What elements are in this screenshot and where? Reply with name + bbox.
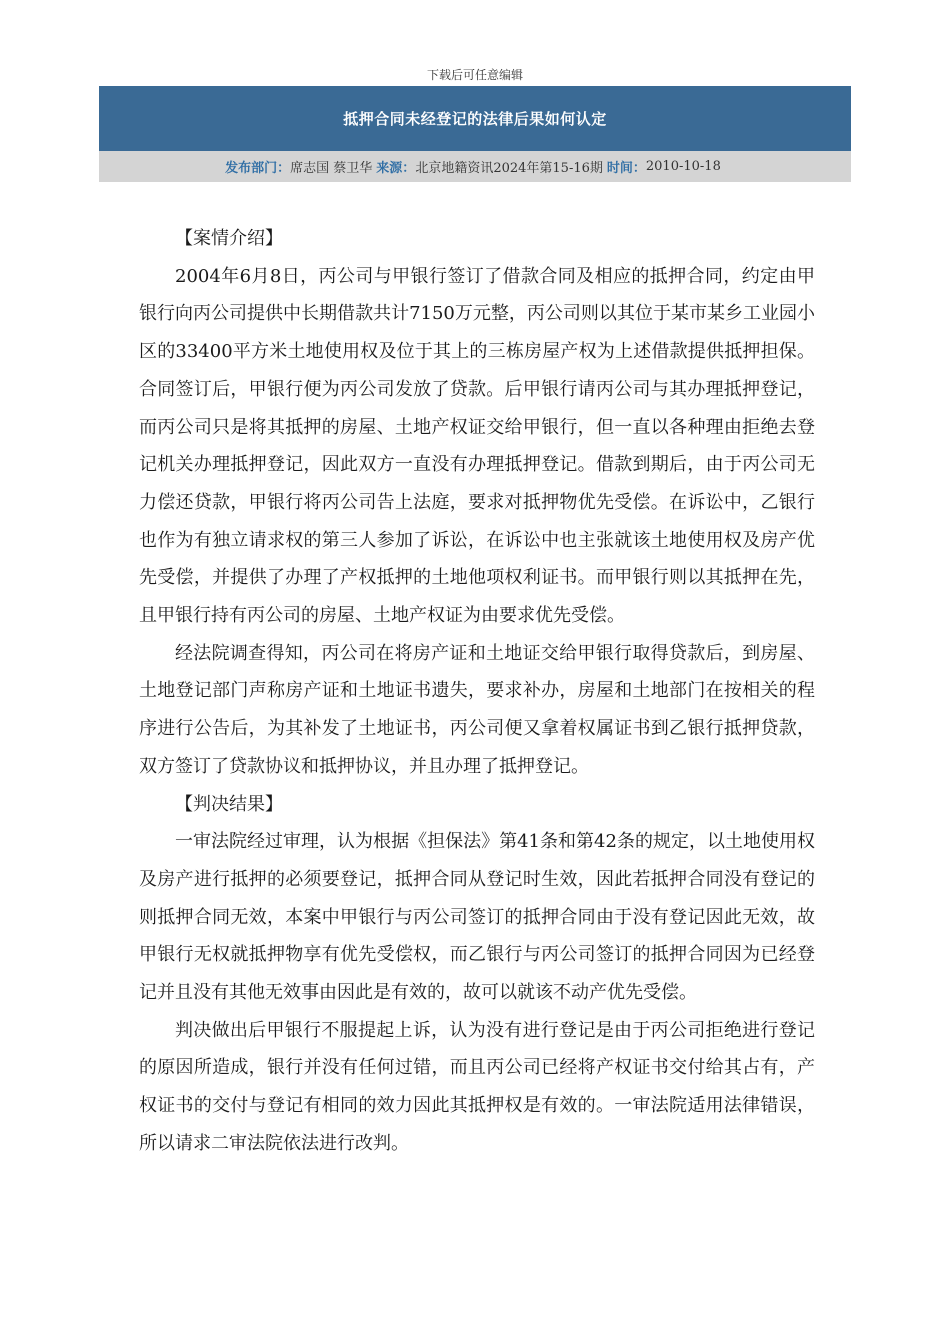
source-value: 北京地籍资讯2024年第15-16期: [415, 161, 603, 176]
dept-value: 席志国 蔡卫华: [290, 161, 373, 176]
title-banner: [99, 86, 851, 151]
time-label: 时间：: [606, 161, 646, 176]
paragraph-court-findings: 经法院调查得知，丙公司在将房产证和土地证交给甲银行取得贷款后，到房屋、土地登记部门声称房产证和土地证书遗失，要求补办，房屋和土地部门在按相关的程序进行公告后，为其补发了土地证书，丙公司便又拿着权属证书到乙银行抵押贷款，双方签订了贷款协议和抵押协议，并且办理了抵押登记。: [139, 642, 815, 777]
article-body: [139, 220, 815, 1163]
section-heading-case: 【案情介绍】: [175, 228, 283, 249]
source-label: 来源：: [376, 161, 416, 176]
dept-label: 发布部门：: [225, 161, 291, 176]
section-heading-judgment: 【判决结果】: [175, 793, 283, 815]
paragraph-case-facts: 2004年6月8日，丙公司与甲银行签订了借款合同及相应的抵押合同，约定由甲银行向丙公司提供中长期借款共计7150万元整，丙公司则以其位于某市某乡工业园小区的33400平方米土地使用权及位于其上的三栋房屋产权为上述借款提供抵押担保。合同签订后，甲银行便为丙公司发放了贷款。后甲银行请丙公司与其办理抵押登记，而丙公司只是将其抵押的房屋、土地产权证交给甲银行，但一直以各种理由拒绝去登记机关办理抵押登记，因此双方一直没有办理抵押登记。借款到期后，由于丙公司无力偿还贷款，甲银行将丙公司告上法庭，要求对抵押物优先受偿。在诉讼中，乙银行也作为有独立请求权的第三人参加了诉讼，在诉讼中也主张就该土地使用权及房产优先受偿，并提供了办理了产权抵押的土地他项权利证书。而甲银行则以其抵押在先，且甲银行持有丙公司的房屋、土地产权证为由要求优先受偿。: [139, 265, 815, 627]
article-title: 抵押合同未经登记的法律后果如何认定: [343, 110, 607, 128]
paragraph-appeal: 判决做出后甲银行不服提起上诉，认为没有进行登记是由于丙公司拒绝进行登记的原因所造成，银行并没有任何过错，而且丙公司已经将产权证书交付给其占有，产权证书的交付与登记有相同的效力因此其抵押权是有效的。一审法院适用法律错误，所以请求二审法院依法进行改判。: [139, 1019, 815, 1154]
download-note: 下载后可任意编辑: [426, 68, 523, 82]
paragraph-first-instance: 一审法院经过审理，认为根据《担保法》第41条和第42条的规定，以土地使用权及房产进行抵押的必须要登记，抵押合同从登记时生效，因此若抵押合同没有登记的则抵押合同无效，本案中甲银行与丙公司签订的抵押合同由于没有登记因此无效，故甲银行无权就抵押物享有优先受偿权，而乙银行与丙公司签订的抵押合同因为已经登记并且没有其他无效事由因此是有效的，故可以就该不动产优先受偿。: [139, 831, 815, 1004]
time-value: 2010-10-18: [645, 159, 721, 174]
article-meta-bar: [99, 151, 851, 182]
